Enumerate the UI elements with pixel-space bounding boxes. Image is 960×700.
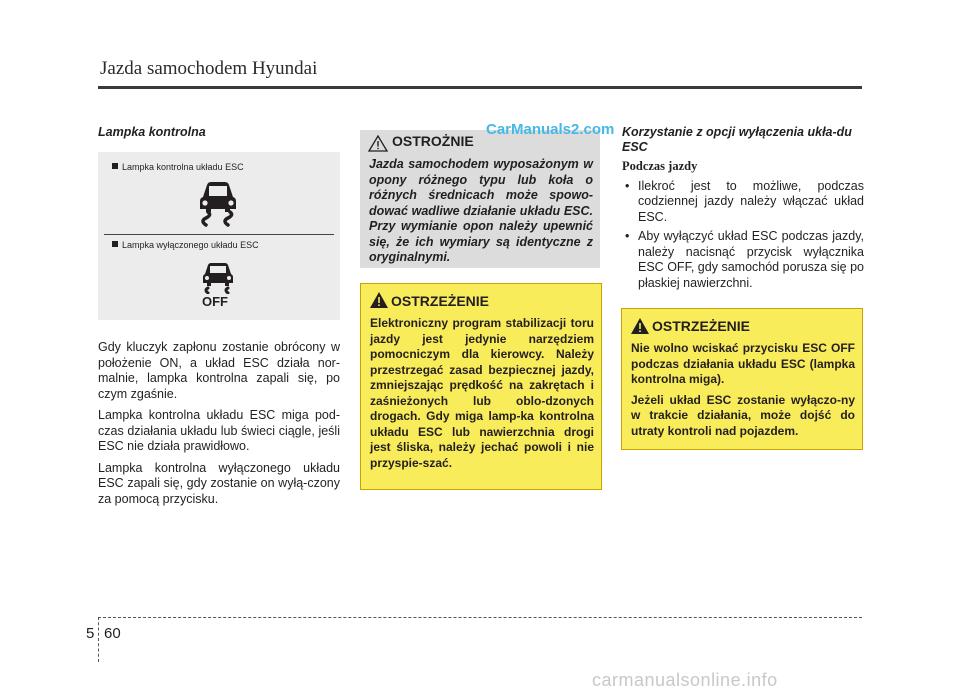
right-column [622, 125, 864, 295]
page-number: 60 [104, 625, 121, 642]
subheading-while-driving: Podczas jazdy [622, 159, 698, 173]
warning-title: OSTRZEŻENIE [652, 318, 751, 334]
warning-box-esc-off [621, 308, 863, 450]
caution-title: OSTROŻNIE [392, 133, 474, 149]
warning-paragraphs [631, 341, 855, 439]
indicator-on-caption [112, 162, 244, 172]
chapter-number: 5 [86, 625, 95, 642]
square-bullet-icon [112, 163, 118, 169]
warning-title: OSTRZEŻENIE [391, 293, 490, 309]
warning-box-stabilization [360, 283, 602, 490]
warning-text: Elektroniczny program stabilizacji toru jazdy jest jedynie narzędziem pomocniczym dla kierowcy. Należy przestrzegać zasad bezpiecznej jazdy, zmniejszając prędkość na zakrętach i zaśnieżonych lub oblo-dzonych drogach. Gdy miga lamp-ka kontrolna układu ESC lub nawierzchnia drogi jest śliska, należy jechać powoli i nie przyspie-szać. [370, 316, 594, 470]
bullet-item: • Aby wyłączyć układ ESC podczas jazdy, należy nacisnąć przycisk wyłącznika ESC OFF, gdy samochód porusza się po płaskiej nawierzchni. [622, 229, 864, 291]
bullet-item: • Ilekroć jest to możliwe, podczas codziennej jazdy należy włączać układ ESC. [622, 179, 864, 226]
esc-indicator-icon [194, 177, 242, 227]
warning-paragraph: Jeżeli układ ESC zostanie wyłączo-ny w trakcie działania, może dojść do utraty kontroli nad pojazdem. [631, 392, 855, 438]
indicator-off-caption [112, 240, 259, 250]
paragraph: Gdy kluczyk zapłonu zostanie obrócony w położenie ON, a układ ESC działa nor-malnie, lampka kontrolna zapali się, po czym zgaśnie. [98, 340, 340, 401]
left-column [98, 125, 340, 140]
indicator-illustration [98, 152, 340, 320]
warning-paragraph: Nie wolno wciskać przycisku ESC OFF podczas działania układu ESC (lampka kontrolna miga). [631, 341, 855, 386]
watermark-logo: CarManuals2.com [486, 121, 615, 138]
footer-rule [98, 617, 862, 618]
caution-text: Jazda samochodem wyposażonym w opony różnego typu lub koła o różnych średnicach może spowo-dować wadliwe działanie układu ESC. Przy wymianie opon należy upewnić się, że ich wymiary są identyczne z oryginalnymi. [369, 157, 593, 264]
footer-vertical-rule [98, 617, 99, 662]
footer-site-watermark: carmanualsonline.info [592, 670, 778, 690]
esc-off-indicator-icon [198, 260, 238, 294]
indicator-off-label: Lampka wyłączonego układu ESC [122, 240, 259, 250]
paragraph: Lampka kontrolna wyłączonego układu ESC zapali się, gdy zostanie on wyłą-czony za pomocą przycisku. [98, 460, 340, 506]
indicator-on-label: Lampka kontrolna układu ESC [122, 162, 244, 172]
left-paragraphs [98, 340, 340, 513]
warning-triangle-icon [369, 291, 389, 309]
off-badge: OFF [202, 294, 228, 309]
warning-triangle-icon [630, 317, 650, 335]
caution-triangle-icon [368, 135, 388, 152]
paragraph: Lampka kontrolna układu ESC miga pod-czas działania układu lub świeci ciągle, jeśli ESC nie działa prawidłowo. [98, 408, 340, 453]
section-heading-indicator: Lampka kontrolna [98, 125, 206, 139]
page-header-title: Jazda samochodem Hyundai [100, 58, 318, 79]
header-rule [98, 86, 862, 89]
square-bullet-icon [112, 241, 118, 247]
caution-box [360, 130, 600, 268]
section-heading-esc-off: Korzystanie z opcji wyłączenia ukła-du ESC [622, 125, 852, 154]
indicator-divider [104, 234, 334, 235]
